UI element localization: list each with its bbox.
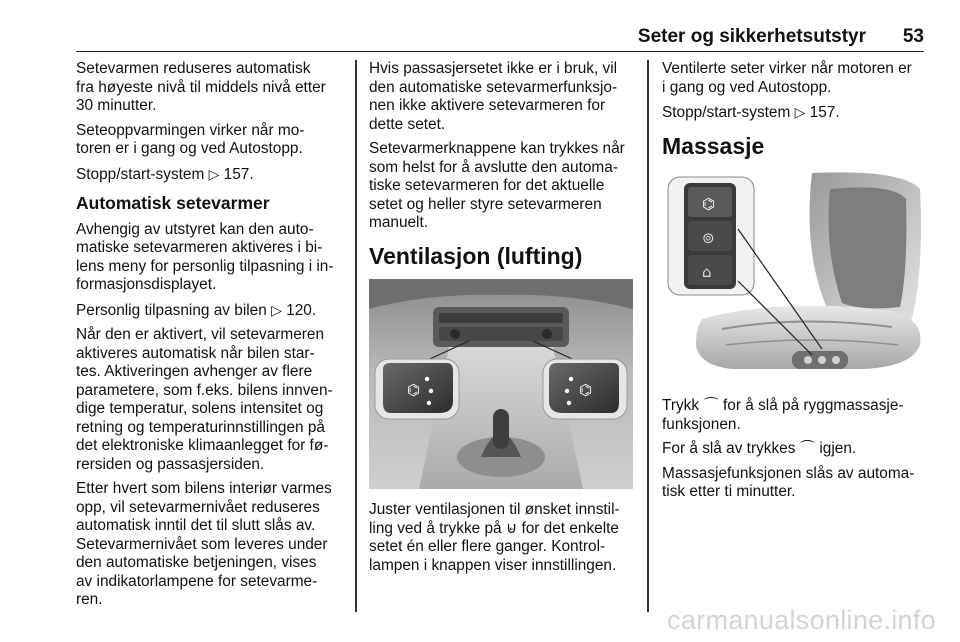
column-divider [647,60,649,612]
paragraph: Setevarmen reduseres automatisk fra høyeste nivå til middels nivå etter 30 minutter. [76,60,326,114]
paragraph: Setevarmerknappene kan trykkes når som helst for å avslutte den automa- tiske setevarmeren for det aktuelle setet og heller styre setevarmeren manuelt. [369,140,625,231]
paragraph: Hvis passasjersetet ikke er i bruk, vil den automatiske setevarmerfunksjo- nen ikke aktivere setevarmeren for dette setet. [369,60,618,133]
seat-massage-icon: ⌒ [799,440,816,457]
cross-reference[interactable]: Stopp/start-system ▷ 157. [662,104,840,121]
triangle-right-icon: ▷ [208,165,220,182]
svg-text:⌂: ⌂ [702,263,712,281]
massage-seat-illustration [662,169,926,381]
svg-text:⊚: ⊚ [702,229,715,247]
seat-ventilation-icon: ⊌ [505,519,518,537]
column-right [662,60,926,508]
paragraph: Juster ventilasjonen til ønsket innstil- ling ved å trykke på ⊌ for det enkelte setet én eller flere ganger. Kontrol- lampen i knappen viser innstillingen. [369,501,620,574]
section-title: Seter og sikkerhetsutstyr [637,26,866,47]
subheading: Automatisk setevarmer [76,193,270,213]
triangle-right-icon: ▷ [794,104,806,120]
svg-text:⌬: ⌬ [702,195,716,213]
page-header [76,26,924,52]
paragraph: Avhengig av utstyret kan den auto- matiske setevarmeren aktiveres i bi- lens meny for personlig tilpasning i in- formasjonsdisplayet. [76,220,334,293]
cross-reference[interactable]: Stopp/start-system ▷ 157. [76,165,254,183]
watermark: carmanualsonline.info [667,605,936,635]
column-left [76,60,348,616]
paragraph: For å slå av trykkes ⌒ igjen. [662,440,857,457]
column-middle [369,60,633,581]
paragraph: Massasjefunksjonen slås av automa- tisk etter ti minutter. [662,464,915,500]
section-heading: Massasje [662,132,765,159]
section-heading: Ventilasjon (lufting) [369,242,583,269]
paragraph: Når den er aktivert, vil setevarmeren aktiveres automatisk når bilen star- tes. Aktiveringen avhenger av flere parametere, som f.eks. bilens innven- dige temperatur, solens intensitet og retning og temperaturinnstillingen på det elektroniske klimaanlegget for fø- rersiden og passasjersiden. [76,326,333,473]
svg-text:⌬: ⌬ [407,381,421,399]
paragraph: Trykk ⌒ for å slå på ryggmassasje- funksjonen. [662,397,904,433]
page-number: 53 [902,26,924,47]
paragraph: Ventilerte seter virker når motoren er i gang og ved Autostopp. [662,60,912,96]
column-divider [355,60,357,612]
cross-reference[interactable]: Personlig tilpasning av bilen ▷ 120. [76,301,317,319]
triangle-right-icon: ▷ [271,301,282,318]
paragraph: Etter hvert som bilens interiør varmes opp, vil setevarmernivået reduseres automatisk inntil det til slutt slås av. Setevarmernivået som leveres under den automatiske betjeningen, vises av indikatorlampene for setevarme- ren. [76,480,332,608]
svg-text:⌬: ⌬ [579,381,593,399]
ventilation-controls-illustration [369,279,633,489]
seat-massage-icon: ⌒ [703,397,719,414]
paragraph: Seteoppvarmingen virker når mo- toren er i gang og ved Autostopp. [76,121,305,157]
